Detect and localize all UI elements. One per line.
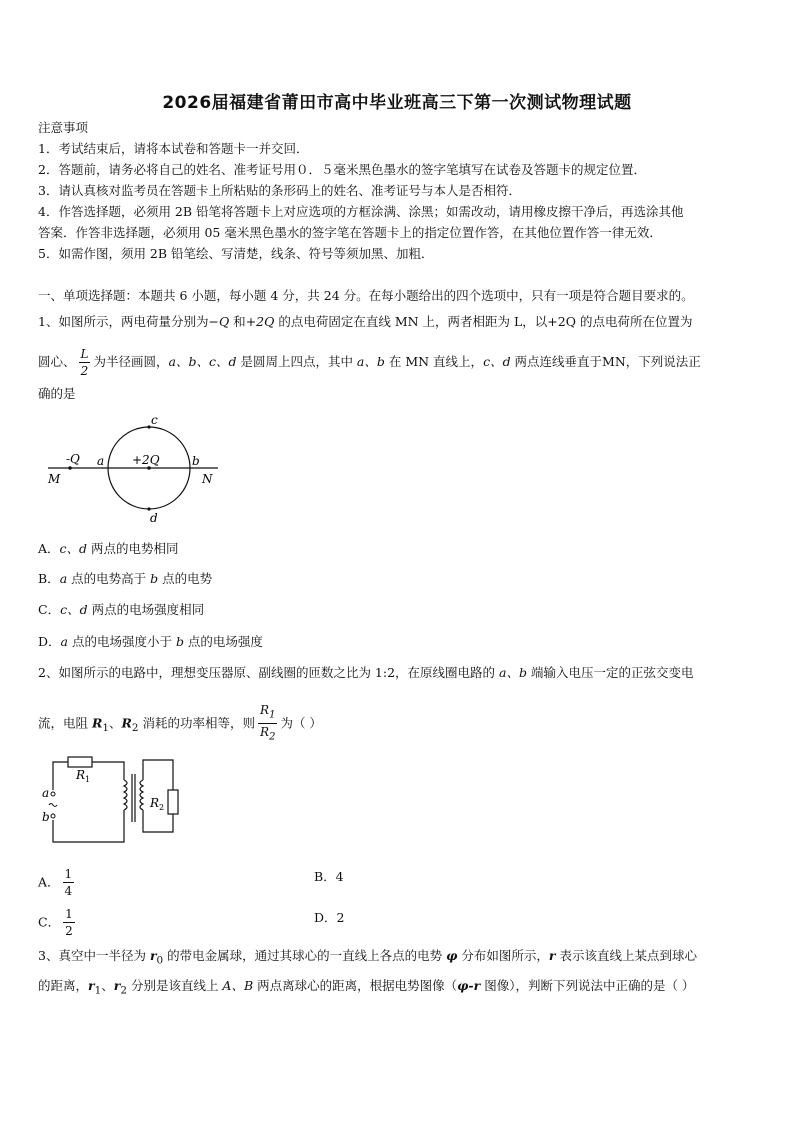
fraction-denominator: 2 xyxy=(80,364,89,378)
label-r2: R xyxy=(150,796,160,810)
wire xyxy=(53,762,68,790)
q2-option-c[interactable] xyxy=(38,906,78,939)
q1-text: 圆心、 xyxy=(38,354,76,369)
label-r2-sub: 2 xyxy=(159,803,165,812)
q1-text: 两点连线垂直于MN，下列说法正 xyxy=(510,354,701,369)
wire xyxy=(53,810,124,842)
notice-item-4-cont: 答案．作答非选择题，必须用 05 毫米黑色墨水的签字笔在答题卡上的指定位置作答，在其他位置作答一律无效． xyxy=(38,225,662,240)
notice-item-3: 3．请认真核对监考员在答题卡上所粘贴的条形码上的姓名、准考证号与本人是否相符． xyxy=(38,183,521,198)
q2-text: 端输入电压一定的正弦交变电 xyxy=(527,665,694,680)
phi-symbol: φ xyxy=(446,948,458,963)
q3-text: 分别是该直线上 xyxy=(126,978,223,993)
option-var: b xyxy=(150,571,159,586)
r2-symbol: R xyxy=(121,715,132,731)
ratio-r1-sub: 1 xyxy=(269,709,276,721)
q3-text: 表示该直线上某点到球心 xyxy=(555,948,697,963)
separator: 、 xyxy=(109,715,122,731)
fraction-denominator: 4 xyxy=(64,884,73,898)
label-m: M xyxy=(48,472,61,486)
label-a: a xyxy=(97,454,105,468)
r-symbol: r xyxy=(548,948,556,963)
q1-text: 为半径画圆， xyxy=(93,354,169,369)
label-b: b xyxy=(192,454,200,468)
option-label: D． xyxy=(38,634,61,649)
q1-text: 在 MN 直线上， xyxy=(384,354,484,369)
resistance-ratio xyxy=(258,702,277,746)
resistor-r1 xyxy=(68,757,92,767)
q3-text: 的带电金属球，通过其球心的一直线上各点的电势 xyxy=(163,948,447,963)
q1-line-2 xyxy=(38,346,756,379)
resistor-r2 xyxy=(168,790,178,814)
label-a: a xyxy=(42,786,50,800)
q1-line-1 xyxy=(38,313,756,331)
q1-text: 的点电荷固定在直线 MN 上，两者相距为 L，以+2Q 的点电荷所在位置为 xyxy=(274,314,693,329)
separator: 、 xyxy=(101,978,114,993)
option-label: A． xyxy=(38,874,60,890)
option-text: 两点的电场强度相同 xyxy=(87,602,205,617)
q2-text: 流，电阻 xyxy=(38,715,92,731)
page-title: 2026届福建省莆田市高中毕业班高三下第一次测试物理试题 xyxy=(162,93,632,113)
q2-option-b[interactable]: B．4 xyxy=(314,869,344,884)
r0-subscript: 0 xyxy=(156,954,164,967)
q1-option-d[interactable] xyxy=(38,633,756,651)
notice-item-5: 5．如需作图，须用 2B 铅笔绘、写清楚，线条、符号等须加黑、加粗． xyxy=(38,246,434,261)
q1-option-a[interactable] xyxy=(38,540,756,558)
r1-subscript: 1 xyxy=(102,721,109,734)
q2-line-2 xyxy=(38,702,756,746)
q2-text: 为（ ） xyxy=(280,715,322,731)
q1-neg-charge: −Q xyxy=(208,314,230,329)
label-b: b xyxy=(42,810,50,824)
r1-symbol: r xyxy=(88,978,95,993)
fraction-denominator: 2 xyxy=(65,924,73,938)
q3-line-2 xyxy=(38,977,756,1000)
label-r1: R xyxy=(76,768,86,782)
r1-symbol: R xyxy=(91,715,103,731)
q2-line-1 xyxy=(38,664,756,682)
q1-pos-charge: +2Q xyxy=(245,314,275,329)
option-text: 点的电势 xyxy=(158,571,213,586)
label-c: c xyxy=(151,413,158,427)
q2-text: 消耗的功率相等，则 xyxy=(138,715,256,731)
q2-circuit-figure xyxy=(36,752,186,848)
ratio-r2-sub: 2 xyxy=(269,731,276,743)
option-label: C． xyxy=(38,602,61,617)
notice-heading: 注意事项 xyxy=(38,120,89,135)
label-d: d xyxy=(150,511,158,525)
q3-line-1 xyxy=(38,947,756,970)
q3-text: 3、真空中一半径为 xyxy=(38,948,150,963)
notice-item-2: 2．答题前，请务必将自己的姓名、准考证号用０．５毫米黑色墨水的签字笔填写在试卷及答题卡的规定位置． xyxy=(38,162,646,177)
label-neg-q: -Q xyxy=(66,452,80,466)
q2-text: 2、如图所示的电路中，理想变压器原、副线圈的匝数之比为 1:2，在原线圈电路的 xyxy=(38,665,500,680)
q1-points: a、b、c、d xyxy=(168,354,237,369)
option-label: B． xyxy=(38,571,60,586)
q1-line-3: 确的是 xyxy=(38,386,76,401)
q1-option-c[interactable] xyxy=(38,601,756,619)
option-text: 点的电势高于 xyxy=(67,571,151,586)
option-text: 两点的电势相同 xyxy=(87,541,179,556)
q3-text: 分布如图所示， xyxy=(457,948,549,963)
option-var: c、d xyxy=(60,602,88,617)
r0-symbol: r xyxy=(149,948,157,963)
q1-points: c、d xyxy=(483,354,511,369)
q2-option-a[interactable] xyxy=(38,866,77,899)
option-label: A． xyxy=(38,541,60,556)
q1-figure xyxy=(40,410,230,530)
label-pos-q: +2Q xyxy=(132,453,160,467)
q1-text: 是圆周上四点，其中 xyxy=(236,354,357,369)
secondary-coil xyxy=(140,780,143,810)
q3-text: 图像），判断下列说法中正确的是（ ） xyxy=(480,978,695,993)
option-var: a xyxy=(60,634,68,649)
option-text: 点的电场强度 xyxy=(183,634,263,649)
q1-points: a、b xyxy=(356,354,385,369)
notice-item-1: 1．考试结束后，请将本试卷和答题卡一并交回． xyxy=(38,141,309,156)
fraction-numerator: 1 xyxy=(64,867,73,881)
terminal-a xyxy=(51,792,55,796)
wire xyxy=(92,762,124,780)
option-c-fraction xyxy=(63,906,75,939)
option-a-fraction xyxy=(63,866,75,899)
ac-source-icon xyxy=(49,804,57,807)
q1-option-b[interactable] xyxy=(38,570,756,588)
wire xyxy=(143,760,173,790)
q3-text: 两点离球心的距离，根据电势图像（ xyxy=(253,978,458,993)
fraction-numerator: L xyxy=(80,347,89,361)
primary-coil xyxy=(124,780,127,810)
q1-text: 1、如图所示，两电荷量分别为 xyxy=(38,314,209,329)
label-n: N xyxy=(202,472,213,486)
q1-text: 和 xyxy=(229,314,246,329)
label-r1-sub: 1 xyxy=(85,775,91,784)
terminal-b xyxy=(51,814,55,818)
q2-terminals: a、b xyxy=(499,665,527,680)
radius-fraction xyxy=(79,346,91,379)
option-var: b xyxy=(175,634,184,649)
r2-subscript: 2 xyxy=(131,721,139,734)
ratio-r2: R xyxy=(260,725,270,740)
q2-option-d[interactable]: D．2 xyxy=(314,910,345,925)
option-label: C． xyxy=(38,914,61,930)
r1-subscript: 1 xyxy=(94,984,102,997)
ratio-r1: R xyxy=(260,703,270,717)
fraction-numerator: 1 xyxy=(65,907,73,921)
option-var: c、d xyxy=(59,541,88,556)
phi-r-symbol: φ-r xyxy=(457,978,481,993)
points-ab: A、B xyxy=(222,978,254,993)
option-text: 点的电场强度小于 xyxy=(67,634,176,649)
notice-item-4: 4．作答选择题，必须用 2B 铅笔将答题卡上对应选项的方框涂满、涂黑；如需改动，请用橡皮擦干净后，再选涂其他 xyxy=(38,204,684,219)
q3-text: 的距离， xyxy=(38,978,89,993)
option-var: a xyxy=(59,571,68,586)
r2-symbol: r xyxy=(113,978,121,993)
neg-charge-dot xyxy=(68,466,72,470)
r2-subscript: 2 xyxy=(120,984,127,997)
section-heading: 一、单项选择题：本题共 6 小题，每小题 4 分，共 24 分。在每小题给出的四个选项中，只有一项是符合题目要求的。 xyxy=(38,288,694,303)
